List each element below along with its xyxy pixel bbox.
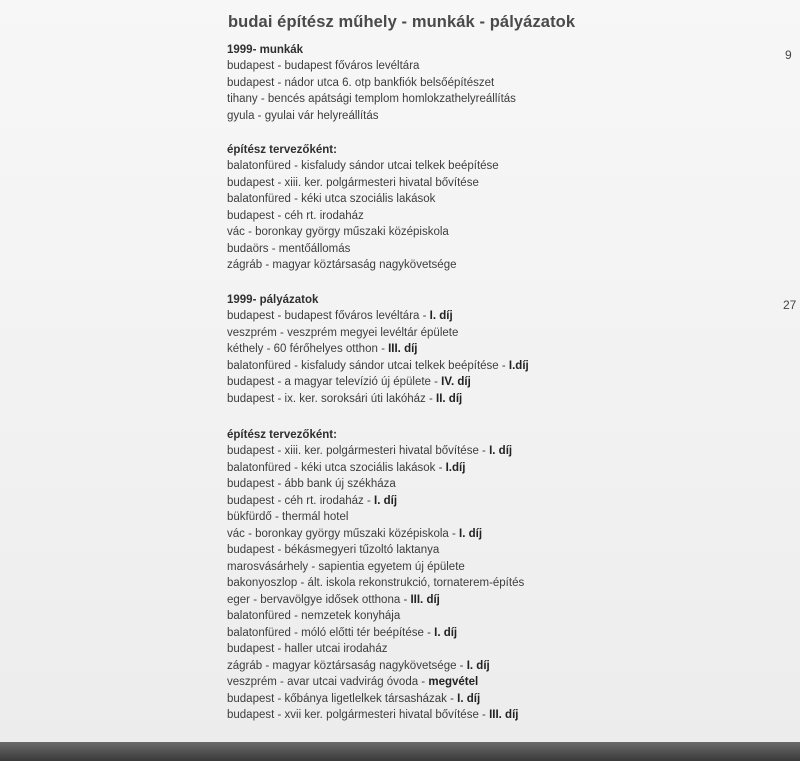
list-item: balatonfüred - kisfaludy sándor utcai telkek beépítése <box>227 160 499 172</box>
list-item: tihany - bencés apátsági templom homlokzathelyreállítás <box>227 93 516 105</box>
award-label: III. díj <box>410 593 440 606</box>
list-item: budapest - haller utcai irodaház <box>227 643 388 655</box>
list-item: balatonfüred - kéki utca szociális lakások <box>227 193 436 205</box>
list-item: gyula - gyulai vár helyreállítás <box>227 109 379 122</box>
list-item: budaörs - mentőállomás <box>227 242 351 255</box>
list-item: kéthely - 60 férőhelyes otthon - III. díj <box>227 343 418 355</box>
list-item: bakonyoszlop - ált. iskola rekonstrukció, tornaterem-építés <box>227 577 525 589</box>
list-item: budapest - a magyar televízió új épülete - IV. díj <box>227 376 471 388</box>
award-label: I. díj <box>489 445 513 457</box>
award-label: I. díj <box>466 659 490 672</box>
award-label: III. díj <box>388 343 418 355</box>
list-item: balatonfüred - kisfaludy sándor utcai telkek beépítése - I.díj <box>227 359 529 372</box>
competitions-designer-section <box>227 428 647 724</box>
award-label: I. díj <box>434 626 458 639</box>
works-heading: 1999- munkák <box>227 44 304 56</box>
bottom-edge <box>0 742 800 761</box>
competitions-designer-heading: építész tervezőként: <box>227 429 337 441</box>
list-item: budapest - ix. ker. soroksári úti lakóház - II. díj <box>227 392 463 405</box>
award-label: I.díj <box>445 461 466 474</box>
award-label: I. díj <box>457 692 481 705</box>
list-item: veszprém - veszprém megyei levéltár épülete <box>227 326 459 339</box>
list-item: balatonfüred - nemzetek konyhája <box>227 610 401 622</box>
competitions-section <box>227 293 647 407</box>
list-item: vác - boronkay györgy műszaki középiskola <box>227 226 449 238</box>
competitions-heading: 1999- pályázatok <box>227 294 319 306</box>
award-label: I. díj <box>429 310 453 322</box>
list-item: bükfürdő - thermál hotel <box>227 511 349 523</box>
award-label: I. díj <box>459 527 483 540</box>
list-item: budapest - xiii. ker. polgármesteri hivatal bővítése - I. díj <box>227 445 513 457</box>
list-item: veszprém - avar utcai vadvirág óvoda - megvétel <box>227 676 479 688</box>
page-title: budai építész műhely - munkák - pályázatok <box>228 13 576 31</box>
award-label: I. díj <box>374 494 398 507</box>
list-item: zágráb - magyar köztársaság nagykövetsége <box>227 259 457 271</box>
list-item: balatonfüred - móló előtti tér beépítése - I. díj <box>227 626 458 639</box>
list-item: eger - bervavölgye idősek otthona - III. díj <box>227 593 440 606</box>
award-label: megvétel <box>428 676 479 688</box>
list-item: balatonfüred - kéki utca szociális lakások - I.díj <box>227 461 466 474</box>
list-item: budapest - kőbánya ligetlelkek társasházak - I. díj <box>227 692 481 705</box>
list-item: budapest - ább bank új székháza <box>227 478 396 490</box>
list-item: budapest - békásmegyeri tűzoltó laktanya <box>227 544 440 556</box>
list-item: budapest - nádor utca 6. otp bankfiók belsőépítészet <box>227 76 495 89</box>
list-item: marosvásárhely - sapientia egyetem új épülete <box>227 560 465 573</box>
works-section <box>227 43 647 124</box>
list-item: budapest - budapest főváros levéltára <box>227 60 420 72</box>
list-item: budapest - céh rt. irodaház - I. díj <box>227 494 398 507</box>
award-label: II. díj <box>436 392 463 405</box>
list-item: vác - boronkay györgy műszaki középiskola - I. díj <box>227 527 483 540</box>
list-item: budapest - xvii ker. polgármesteri hivatal bővítése - III. díj <box>227 709 519 721</box>
list-item: budapest - xiii. ker. polgármesteri hivatal bővítése <box>227 176 479 189</box>
award-label: III. díj <box>489 709 519 721</box>
award-label: I.díj <box>508 359 529 372</box>
page-number-competitions: 27 <box>783 298 797 312</box>
list-item: budapest - budapest főváros levéltára - I. díj <box>227 310 453 322</box>
works-designer-section <box>227 143 647 274</box>
list-item: zágráb - magyar köztársaság nagykövetsége - I. díj <box>227 659 490 672</box>
award-label: IV. díj <box>441 376 471 388</box>
works-designer-heading: építész tervezőként: <box>227 144 337 156</box>
list-item: budapest - céh rt. irodaház <box>227 209 364 222</box>
page-number-works: 9 <box>785 48 792 62</box>
